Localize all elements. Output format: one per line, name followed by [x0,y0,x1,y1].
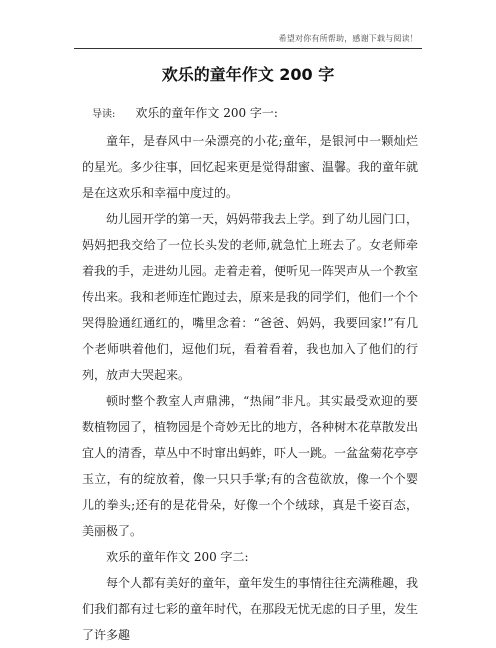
document-body [82,100,418,648]
paragraph: 幼儿园开学的第一天，妈妈带我去上学。到了幼儿园门口，妈妈把我交给了一位长头发的老师,就急忙上班去了。女老师牵着我的手，走进幼儿园。走着走着，便听见一阵哭声从一个教室传出来。我和老师连忙跑过去，原来是我的同学们，他们一个个哭得脸通红通红的，嘴里念着：“爸爸、妈妈，我要回家!”有几个老师哄着他们，逗他们玩，看着看着，我也加入了他们的行列，放声大哭起来。 [82,212,419,382]
section-heading: 欢乐的童年作文 200 字二: [106,550,249,564]
paragraph: 童年，是春风中一朵漂亮的小花;童年，是银河中一颗灿烂的星光。多少往事，回忆起来更是觉得甜蜜、温馨。我的童年就是在这欢乐和幸福中度过的。 [82,134,419,200]
intro-line [82,100,418,128]
paragraph: 每个人都有美好的童年，童年发生的事情往往充满稚趣，我们我们都有过七彩的童年时代，在那段无忧无虑的日子里，发生了许多趣 [82,576,419,642]
header-note: 希望对你有所帮助，感谢下载与阅读！ [278,34,418,43]
intro-text: 欢乐的童年作文 200 字一: [135,106,278,120]
header-divider [74,48,422,49]
paragraph: 顿时整个教室人声鼎沸，“热闹”非凡。其实最受欢迎的要数植物园了，植物园是个奇妙无比的地方，各种树木花草散发出宜人的清香，草丛中不时窜出蚂蚱，吓人一跳。一盆盆菊花亭亭玉立，有的绽放着，像一只只手掌;有的含苞欲放，像一个个婴儿的拳头;还有的是花骨朵，好像一个个绒球，真是千姿百态，美丽极了。 [82,394,419,538]
document-title: 欢乐的童年作文 200 字 [161,65,335,84]
intro-label: 导读: [92,109,116,120]
